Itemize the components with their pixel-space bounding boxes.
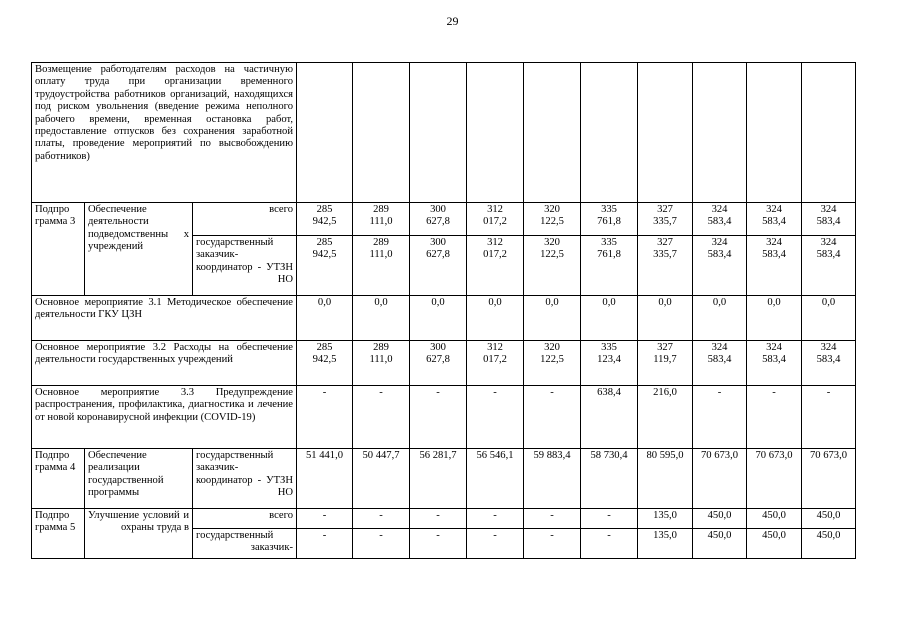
- subprogram-number: Подпро грамма 3: [32, 203, 85, 296]
- page-number: 29: [446, 14, 459, 28]
- value-cell: 80 595,0: [638, 449, 693, 509]
- value-cell: 289 111,0: [353, 236, 410, 296]
- measure-label: Основное мероприятие 3.3 Предупреждение распространения, профилактика, диагностика и лечение от новой коронавирусной инфекции (COVID-19): [32, 386, 297, 449]
- value-cell: 70 673,0: [693, 449, 747, 509]
- value-cell: [802, 63, 856, 203]
- value-cell: 50 447,7: [353, 449, 410, 509]
- value-cell: 312 017,2: [467, 203, 524, 236]
- value-cell: 450,0: [747, 509, 802, 529]
- table-row: [32, 296, 856, 341]
- value-cell: 320 122,5: [524, 203, 581, 236]
- value-cell: 285 942,5: [297, 203, 353, 236]
- value-cell: 0,0: [638, 296, 693, 341]
- value-cell: 335 123,4: [581, 341, 638, 386]
- value-cell: [581, 63, 638, 203]
- measure-label: Основное мероприятие 3.1 Методическое обеспечение деятельности ГКУ ЦЗН: [32, 296, 297, 341]
- value-cell: [524, 63, 581, 203]
- value-cell: [693, 63, 747, 203]
- value-cell: 327 119,7: [638, 341, 693, 386]
- value-cell: [747, 63, 802, 203]
- table-row: [32, 386, 856, 449]
- value-cell: 324 583,4: [747, 341, 802, 386]
- value-cell: -: [467, 509, 524, 529]
- value-cell: -: [524, 509, 581, 529]
- measure-label: Возмещение работодателям расходов на частичную оплату труда при организации временного трудоустройства работников организаций, находящихся под риском увольнения (введение режима неполного рабочего времени, временная остановка работ, предоставление отпусков без сохранения заработной платы, проведение мероприятий по высвобождению работников): [32, 63, 297, 203]
- value-cell: -: [353, 529, 410, 559]
- value-cell: 638,4: [581, 386, 638, 449]
- value-cell: 450,0: [802, 529, 856, 559]
- table-row: [32, 509, 856, 529]
- value-cell: 450,0: [747, 529, 802, 559]
- value-cell: 450,0: [693, 509, 747, 529]
- value-cell: 0,0: [581, 296, 638, 341]
- value-cell: 0,0: [747, 296, 802, 341]
- measure-label: Основное мероприятие 3.2 Расходы на обеспечение деятельности государственных учреждений: [32, 341, 297, 386]
- value-cell: -: [524, 386, 581, 449]
- value-cell: -: [353, 509, 410, 529]
- value-cell: -: [353, 386, 410, 449]
- value-cell: [410, 63, 467, 203]
- value-cell: 216,0: [638, 386, 693, 449]
- value-cell: 320 122,5: [524, 341, 581, 386]
- value-cell: [467, 63, 524, 203]
- value-cell: -: [524, 529, 581, 559]
- table-row: [32, 341, 856, 386]
- value-cell: -: [467, 386, 524, 449]
- value-cell: 56 281,7: [410, 449, 467, 509]
- value-cell: -: [802, 386, 856, 449]
- value-cell: 0,0: [353, 296, 410, 341]
- customer-type: всего: [193, 203, 297, 236]
- value-cell: -: [693, 386, 747, 449]
- value-cell: 320 122,5: [524, 236, 581, 296]
- value-cell: [638, 63, 693, 203]
- value-cell: 0,0: [802, 296, 856, 341]
- value-cell: 285 942,5: [297, 341, 353, 386]
- value-cell: 324 583,4: [802, 341, 856, 386]
- value-cell: 0,0: [410, 296, 467, 341]
- customer-type: государственный заказчик-координатор - УТЗН НО: [193, 449, 297, 509]
- value-cell: 335 761,8: [581, 236, 638, 296]
- value-cell: 300 627,8: [410, 203, 467, 236]
- value-cell: 289 111,0: [353, 341, 410, 386]
- value-cell: -: [581, 529, 638, 559]
- table-row: [32, 63, 856, 203]
- value-cell: 324 583,4: [802, 236, 856, 296]
- value-cell: 58 730,4: [581, 449, 638, 509]
- value-cell: 135,0: [638, 509, 693, 529]
- value-cell: 327 335,7: [638, 236, 693, 296]
- subprogram-number: Подпро грамма 5: [32, 509, 85, 559]
- value-cell: -: [467, 529, 524, 559]
- value-cell: -: [297, 386, 353, 449]
- table-row: [32, 449, 856, 509]
- value-cell: -: [747, 386, 802, 449]
- subprogram-name: Улучшение условий и охраны труда в: [85, 509, 193, 559]
- customer-type: государственный заказчик-координатор - УТЗН НО: [193, 236, 297, 296]
- value-cell: 324 583,4: [747, 236, 802, 296]
- value-cell: 289 111,0: [353, 203, 410, 236]
- value-cell: 0,0: [467, 296, 524, 341]
- value-cell: 70 673,0: [802, 449, 856, 509]
- customer-type: государственный заказчик-: [193, 529, 297, 559]
- value-cell: -: [297, 509, 353, 529]
- value-cell: 0,0: [693, 296, 747, 341]
- value-cell: [297, 63, 353, 203]
- table-row: [32, 203, 856, 236]
- subprogram-name: Обеспечение деятельности подведомственны х учреждений: [85, 203, 193, 296]
- value-cell: 51 441,0: [297, 449, 353, 509]
- value-cell: -: [581, 509, 638, 529]
- value-cell: 0,0: [297, 296, 353, 341]
- value-cell: 335 761,8: [581, 203, 638, 236]
- value-cell: 327 335,7: [638, 203, 693, 236]
- value-cell: 324 583,4: [693, 341, 747, 386]
- value-cell: 285 942,5: [297, 236, 353, 296]
- value-cell: 300 627,8: [410, 236, 467, 296]
- value-cell: 324 583,4: [693, 236, 747, 296]
- value-cell: -: [410, 529, 467, 559]
- value-cell: -: [410, 386, 467, 449]
- value-cell: 135,0: [638, 529, 693, 559]
- value-cell: 450,0: [802, 509, 856, 529]
- value-cell: 312 017,2: [467, 236, 524, 296]
- value-cell: 0,0: [524, 296, 581, 341]
- value-cell: 324 583,4: [693, 203, 747, 236]
- value-cell: 56 546,1: [467, 449, 524, 509]
- value-cell: -: [297, 529, 353, 559]
- value-cell: 70 673,0: [747, 449, 802, 509]
- value-cell: [353, 63, 410, 203]
- subprogram-name: Обеспечение реализации государственной программы: [85, 449, 193, 509]
- value-cell: 324 583,4: [802, 203, 856, 236]
- value-cell: -: [410, 509, 467, 529]
- customer-type: всего: [193, 509, 297, 529]
- value-cell: 300 627,8: [410, 341, 467, 386]
- budget-table: [31, 62, 856, 559]
- subprogram-number: Подпро грамма 4: [32, 449, 85, 509]
- value-cell: 450,0: [693, 529, 747, 559]
- value-cell: 312 017,2: [467, 341, 524, 386]
- value-cell: 59 883,4: [524, 449, 581, 509]
- value-cell: 324 583,4: [747, 203, 802, 236]
